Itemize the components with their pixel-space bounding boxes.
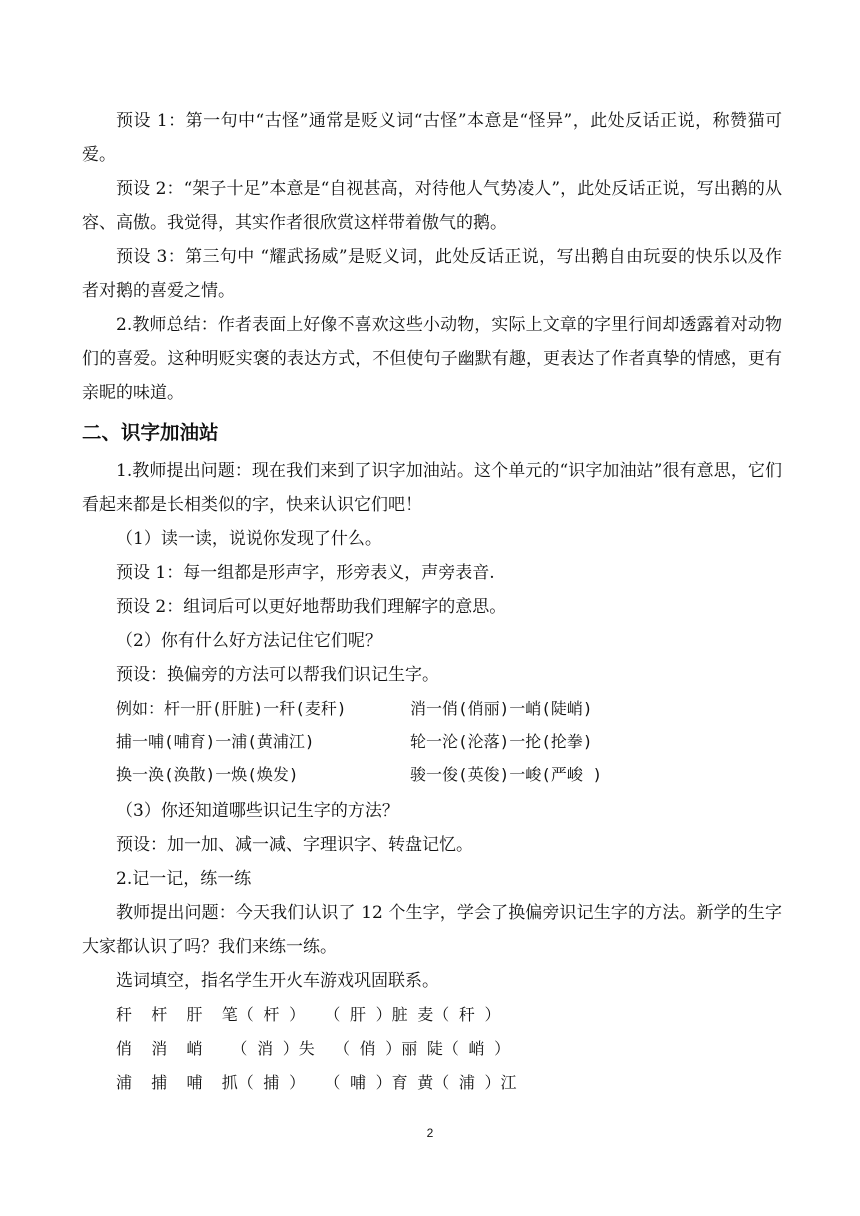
question-2: （2）你有什么好方法记住它们呢？: [116, 631, 382, 651]
practice-instruction: 选词填空，指名学生开火车游戏巩固联系。: [116, 971, 439, 991]
teacher-summary-paragraph: 2.教师总结：作者表面上好像不喜欢这些小动物，实际上文章的字里行间却透露着对动物们的喜爱。这种明贬实褒的表达方式，不但使句子幽默有趣，更表达了作者真挚的情感，更有亲昵的味道。: [82, 315, 782, 403]
example-row-3-right: 骏一俊(英俊)一峻(严峻 ): [410, 765, 603, 784]
fill-blank-row-1: 秆 杆 肝 笔（ 杆 ） （ 肝 ）脏 麦（ 秆 ）: [116, 1005, 501, 1024]
preset-1-paragraph: 预设 1：第一句中“古怪”通常是贬义词“古怪”本意是“怪异”，此处反话正说，称赞猫可爱。: [82, 111, 782, 165]
section-heading: 二、识字加油站: [82, 421, 219, 444]
example-row-1-right: 消一俏(俏丽)一峭(陡峭): [410, 699, 593, 718]
fill-blank-row-3: 浦 捕 哺 抓（ 捕 ） （ 哺 ）育 黄（ 浦 ）江: [116, 1073, 517, 1092]
practice-heading: 2.记一记，练一练: [116, 869, 252, 889]
page-number: 2: [426, 1126, 434, 1140]
practice-question: 教师提出问题：今天我们认识了 12 个生字，学会了换偏旁识记生字的方法。新学的生字大家都认识了吗？我们来练一练。: [82, 903, 782, 957]
example-row-2-right: 轮一沦(沦落)一抡(抡拳): [410, 732, 593, 751]
answer-preset-3: 预设：换偏旁的方法可以帮我们识记生字。: [116, 665, 439, 685]
question-3: （3）你还知道哪些识记生字的方法？: [116, 801, 399, 821]
answer-preset-1: 预设 1：每一组都是形声字，形旁表义，声旁表音.: [116, 563, 495, 583]
example-row-3-left: 换一涣(涣散)一焕(焕发): [116, 765, 299, 784]
question-paragraph: 1.教师提出问题：现在我们来到了识字加油站。这个单元的“识字加油站”很有意思，它们看起来都是长相类似的字，快来认识它们吧！: [82, 461, 782, 515]
fill-blank-row-2: 俏 消 峭 （ 消 ）失 （ 俏 ）丽 陡（ 峭 ）: [116, 1039, 511, 1058]
example-row-2-left: 捕一哺(哺育)一浦(黄浦江): [116, 732, 315, 751]
answer-preset-4: 预设：加一加、减一减、字理识字、转盘记忆。: [116, 835, 473, 855]
question-1: （1）读一读，说说你发现了什么。: [116, 529, 382, 549]
preset-2-paragraph: 预设 2：“架子十足”本意是“自视甚高，对待他人气势凌人”，此处反话正说，写出鹅的从容、高傲。我觉得，其实作者很欣赏这样带着傲气的鹅。: [82, 179, 782, 233]
answer-preset-2: 预设 2：组词后可以更好地帮助我们理解字的意思。: [116, 597, 507, 617]
example-row-1-left: 例如：杆一肝(肝脏)一秆(麦秆): [116, 699, 347, 718]
preset-3-paragraph: 预设 3：第三句中 “耀武扬威”是贬义词，此处反话正说，写出鹅自由玩耍的快乐以及作者对鹅的喜爱之情。: [82, 247, 782, 301]
